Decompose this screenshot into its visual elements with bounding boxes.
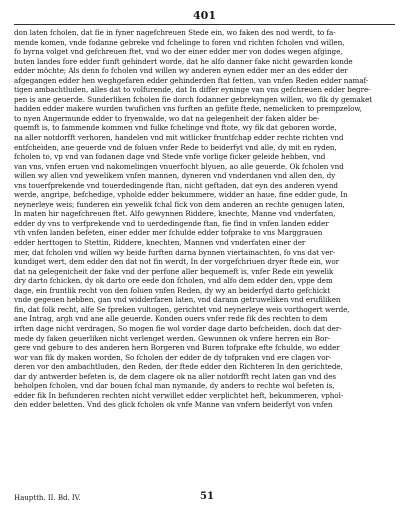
text-line: quemft is, to fammende kommen vnd fulke fchelinge vnd ftote, wy fik dat geboren worde, (14, 123, 337, 133)
text-line: mende komen, vnde fodanne gebreke vnd fchelinge to foren vnd richten fcholen vnd willen, (14, 37, 345, 47)
text-line: vth vnfen landen befeten, einer edder mer fchulde edder tofprake to vns Marggrauen (14, 228, 323, 238)
text-line: wor van fik dy maken worden, So fcholen der edder de dy tofpraken vnd ere clagen vor- (14, 352, 332, 362)
text-line: dar dy antwerder befeten is, de dem clagere ok na aller notdorfft recht laten gan vnd des (14, 371, 337, 381)
body-text (14, 28, 395, 410)
text-line: edder möchte; Als denn fo fcholen vnd willen wy anderen eynen edder mer an des edder der (14, 66, 348, 76)
text-line: pen is ane geuerde. Sunderliken fcholen fie dorch fodanner gebrekyngen willen, wo fik dy gemaket (14, 94, 373, 104)
text-line: mer, dat fcholen vnd willen wy beide furften darna bynnen viertainachten, fo vns dat ver- (14, 247, 336, 257)
text-line: irften dage nicht verdragen, So mogen fie wol vorder dage darto befcheiden, doch dat der- (14, 323, 342, 333)
text-line: fin, dat folk recht, alfe Se fpreken vultogen, gerichtet vnd neynerleye weis vorthogert werde, (14, 304, 350, 314)
text-line: to nyen Angermunde edder to fryenwalde, wo dat na gelegenheit der faken alder be- (14, 113, 320, 123)
header-rule (14, 24, 395, 25)
text-line: gere vnd gebure to des anderen hern Borgeren vnd Buren tofprake efte fchulde, wo edder (14, 343, 340, 353)
text-line: werde, angripe, befchedige, vpholde edder bekummere, widder an haue, fine edder gude, In (14, 190, 348, 200)
text-line: edder dy vns to verfprekende vnd to uerdedingende ftan, fie find in vnfen landen edder (14, 218, 329, 228)
footer-sheet-number: 51 (200, 491, 214, 502)
text-line: edder fik In befunderen rechten nicht verwillet edder verplichtet heft, bekummeren, vphol- (14, 390, 344, 400)
text-line: afgegangen edder hen weghgefaren edder gehinderden ftat fetten, van vnfen Reden edder namaf- (14, 75, 369, 85)
text-line: dage, ein fruntlik recht von den foluen vnfen Reden, dy wy an beiderfyd darto gefchickt (14, 285, 331, 295)
text-line: vnde gegeuen hebben, gan vnd widderfaren laten, vnd darann getruweliken vnd erufiliken (14, 295, 341, 305)
text-line: neynerleye weis; funderen ein yewelik fchal fick von dem anderen an rechte genugen laten, (14, 199, 345, 209)
text-line: van vns, vnfen eruen vnd nakomelingen vnuerfocht blyuen, ao alle geuerde. Ok fcholen vnd (14, 161, 344, 171)
text-line: na aller notdorfft verhoren, handelen vnd mit witlicker fruntfchap edder rechte richten vnd (14, 133, 344, 143)
text-line: beholpen fcholen, vnd dar bouen fchal man nymande, dy anders to rechte wol befeten is, (14, 381, 335, 391)
text-line: fcholen to, vp vnd van fodanen dage vnd Stede vnfe vorlige ficker geleide hebben, vnd (14, 152, 326, 162)
text-line: In maten hir nagefchreuen ftet. Alfo gewynnen Riddere, knechte, Manne vnd vnderfaten, (14, 209, 336, 219)
text-line: edder herttogen to Stettin, Riddere, knechten, Mannen vnd vnderfaten einer der (14, 238, 306, 248)
text-line: hadden edder makere wurden twufichen vns furften an gefiite ftede, nemelicken to prempzelow, (14, 104, 362, 114)
text-line: buten landes fore edder funft gehindert worde, dat he alfo danner fake nicht gewarden konde (14, 56, 353, 66)
page-number: 401 (193, 9, 216, 22)
text-line: deren vor den ambachtluden, den Reden, der ftede edder den Richteren In den gerichtede, (14, 362, 343, 372)
footer-signature: Hauptth. II. Bd. IV. (14, 494, 81, 502)
text-line: vns touerfprekende vnd touerdedingende ftan, nicht geftaden, dat eyn des anderen vyend (14, 180, 338, 190)
text-line: dat na gelegenicheit der fake vnd der perfone aller bequemeft is, vnfer Rede ein yewelik (14, 266, 334, 276)
page-footer (14, 490, 393, 502)
text-line: entfcheiden, ane geuerde vnd de foluen vnfer Rede to beiderfyt vnd alle, dy mit en ryden, (14, 142, 337, 152)
text-line: don laten fcholen, dat fie in fyner nagefchreuen Stede ein, wo faken des nod werdt, to fa- (14, 28, 336, 37)
text-line: fo byrna volget vnd gefchreuen ftet, vnd wo der einer edder mer von dodes wegen afginge, (14, 47, 343, 57)
text-line: tigen ambachtluden, alles dat to volfurende, dat In differ eyninge van vns gefchreuen edder begre- (14, 85, 371, 95)
text-line: dry darto fchicken, dy ok darto ore eede don fcholen, vnd alfo dem edder den, vppe dem (14, 276, 333, 286)
text-line: den edder beletten. Vnd des glick fcholen ok vnfe Manne van vnfern beiderfyt von vnfen (14, 400, 333, 410)
text-line: ane Intrag, argh vnd ane alle geuerde. Konden ouers vnfer rede fik des rechten to dem (14, 314, 328, 324)
text-line: kundiget wert, dem edder den dat not fin werdt, In der vorgefchriuen dryer ftede ein, wor (14, 257, 340, 267)
text-line: willen wy allen vnd yewelikem vnfen mannen, dyneren vnd vnderdanen vnd allen den, dy (14, 171, 336, 181)
text-line: mede dy faken geuerliken nicht verlenget werden. Gewunnen ok vnfere herren ein Bor- (14, 333, 330, 343)
